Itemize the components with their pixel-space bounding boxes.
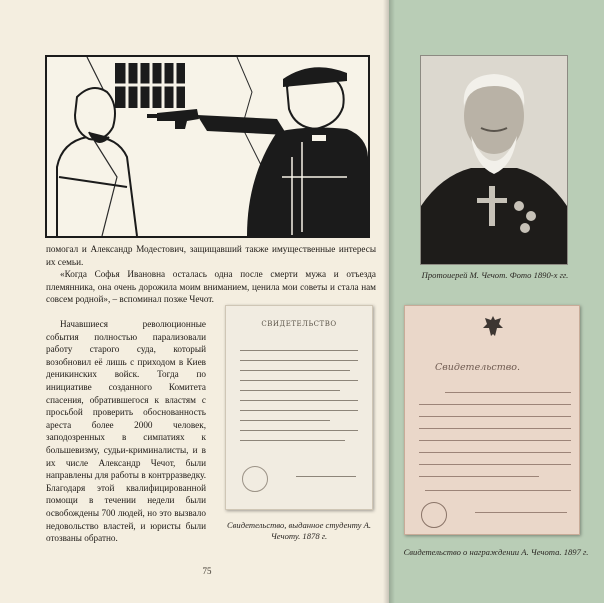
- certificate-text-line: [240, 350, 358, 351]
- certificate-text-line: [240, 430, 358, 431]
- page-gutter: [383, 0, 395, 603]
- award-certificate-heading: Свидетельство.: [435, 362, 521, 373]
- certificate-script-line: [445, 392, 571, 393]
- award-certificate-image: [404, 305, 580, 535]
- certificate-seal-icon: [421, 502, 447, 528]
- certificate-script-line: [419, 464, 571, 465]
- certificate-text-line: [240, 380, 358, 381]
- certificate-text-line: [240, 370, 350, 371]
- certificate-script-line: [419, 452, 571, 453]
- archpriest-portrait-photo: [420, 55, 568, 265]
- certificate-text-line: [240, 410, 358, 411]
- certificate-script-line: [419, 440, 571, 441]
- certificate-script-line: [419, 476, 539, 477]
- certificate-script-line: [419, 404, 571, 405]
- award-certificate-caption: Свидетельство о награждении А. Чечота. 1897 г.: [403, 547, 589, 557]
- paragraph-3-text: Начавшиеся революционные события полностью парализовали работу старого суда, который возобновил её лишь с приходом в Киев деникинских войск. Тогда по инициативе созданного Комитета спасения, обратившегося к властям с просьбой проверить обоснованность ареста более 2000 человек, заподозренных в симпатиях к большевизму, судьи-криминалисты, и в их числе Александр Чечот, были направлены для работы в контрразведку. Благодаря этой квалифицированной помощи в течении недели были освобождены 700 людей, но это вызвало недовольство властей, и юристы были отозваны обратно.: [46, 319, 206, 544]
- portrait-caption: Протоиерей М. Чечот. Фото 1890-х гг.: [421, 270, 569, 280]
- certificate-signature-line: [296, 476, 356, 477]
- student-certificate-heading: СВИДЕТЕЛЬСТВО: [261, 320, 337, 328]
- paragraph-3: [46, 318, 206, 545]
- imperial-eagle-icon: [481, 314, 505, 340]
- certificate-text-line: [240, 390, 340, 391]
- certificate-script-line: [419, 428, 571, 429]
- certificate-text-line: [240, 360, 358, 361]
- student-certificate-image: [225, 305, 373, 510]
- paragraph-2: [46, 268, 376, 306]
- certificate-script-line: [419, 416, 571, 417]
- execution-illustration: [45, 55, 370, 238]
- certificate-script-line: [425, 490, 571, 491]
- student-certificate-caption: Свидетельство, выданное студенту А. Чечоту. 1878 г.: [226, 520, 372, 541]
- page-number: 75: [202, 566, 212, 576]
- certificate-text-line: [240, 400, 358, 401]
- paragraph-1-text: помогал и Александр Модестович, защищавший также имущественные интересы их семьи.: [46, 244, 376, 267]
- certificate-seal-icon: [242, 466, 268, 492]
- paragraph-2-text: «Когда Софья Ивановна осталась одна после смерти мужа и отъезда племянника, она очень дорожила моим вниманием, ценила мои советы и стала нам совсем родной», – вспоминал позже Чечот.: [46, 269, 376, 305]
- certificate-text-line: [240, 440, 345, 441]
- certificate-text-line: [240, 420, 330, 421]
- certificate-signature-line: [475, 512, 567, 513]
- paragraph-1: [46, 243, 376, 268]
